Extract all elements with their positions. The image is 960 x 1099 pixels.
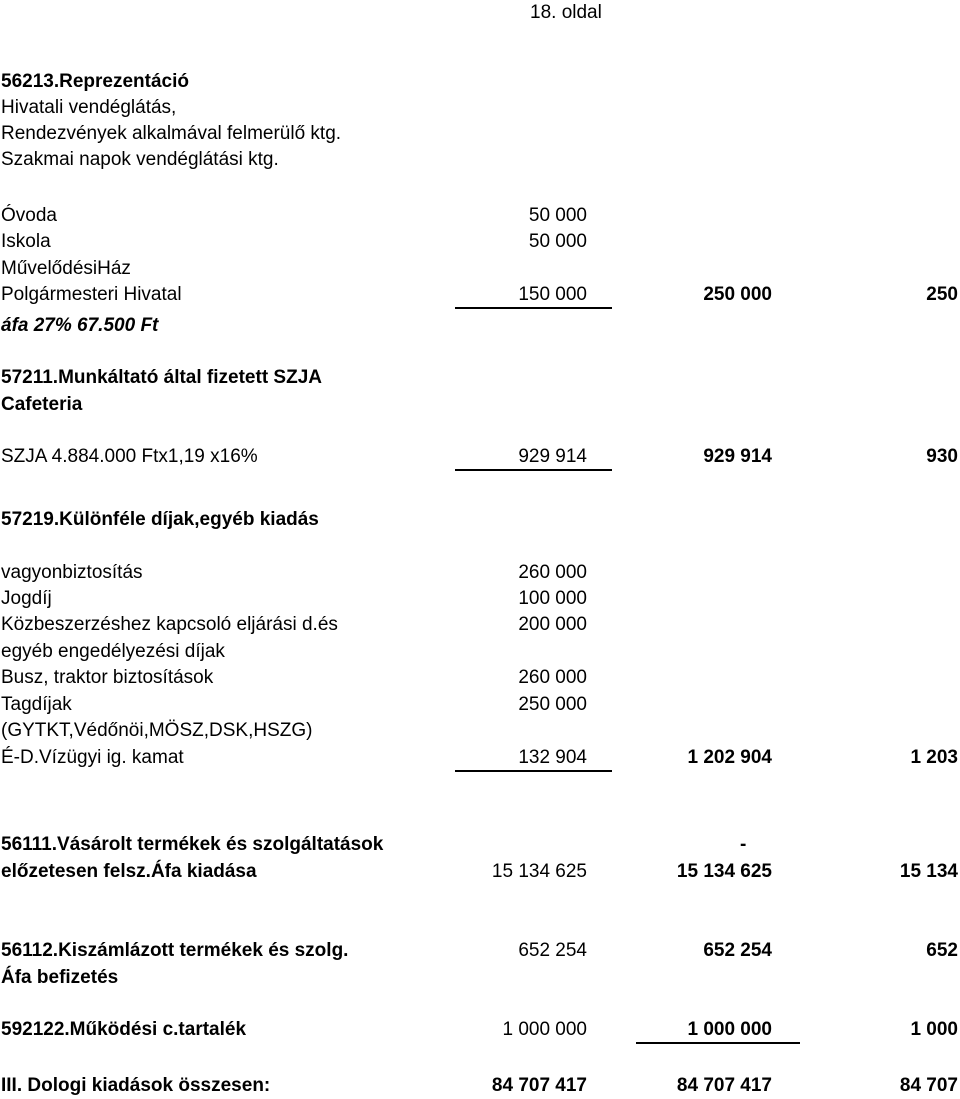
summary-amount: 84 707 417 [491, 1075, 587, 1096]
section-total-2: 1 000 [910, 1019, 958, 1040]
section-total-2: 15 134 [899, 861, 958, 882]
row-label: Jogdíj [1, 588, 52, 609]
row-amount: 929 914 [518, 446, 587, 467]
section-heading-57211: 57211.Munkáltató által fizetett SZJA [1, 367, 322, 388]
section-total: 250 000 [703, 284, 772, 305]
row-amount: 1 000 000 [502, 1019, 587, 1040]
section-heading-592122: 592122.Működési c.tartalék [1, 1019, 247, 1040]
vat-note: áfa 27% 67.500 Ft [1, 315, 159, 336]
section-total: 15 134 625 [676, 861, 772, 882]
section-total: 1 202 904 [687, 747, 772, 768]
row-amount: 50 000 [528, 205, 587, 226]
section-total: 652 254 [703, 940, 772, 961]
row-amount: 200 000 [518, 614, 587, 635]
row-amount: 150 000 [518, 284, 587, 305]
section-heading-56213: 56213.Reprezentáció [1, 71, 189, 92]
row-label: Busz, traktor biztosítások [1, 667, 214, 688]
section-total-2: 250 [926, 284, 958, 305]
section-heading-56112: 56112.Kiszámlázott termékek és szolg. [1, 940, 349, 961]
row-label: egyéb engedélyezési díjak [1, 641, 225, 662]
row-amount: 50 000 [528, 231, 587, 252]
underline [455, 770, 612, 772]
section-subheading: Cafeteria [1, 394, 83, 415]
row-label: Iskola [1, 231, 51, 252]
row-label: SZJA 4.884.000 Ftx1,19 x16% [1, 446, 258, 467]
section-total-2: 652 [926, 940, 958, 961]
row-label: Tagdíjak [1, 694, 72, 715]
row-amount: 132 904 [518, 747, 587, 768]
row-label: (GYTKT,Védőnöi,MÖSZ,DSK,HSZG) [1, 720, 313, 741]
row-label: Polgármesteri Hivatal [1, 284, 182, 305]
underline [455, 469, 612, 471]
row-label: Óvoda [1, 205, 57, 226]
summary-total-2: 84 707 [899, 1075, 958, 1096]
page-number: 18. oldal [530, 2, 602, 23]
row-amount: 652 254 [518, 940, 587, 961]
summary-label: III. Dologi kiadások összesen: [1, 1075, 271, 1096]
dash-marker: - [740, 834, 747, 855]
row-amount: 15 134 625 [491, 861, 587, 882]
underline [636, 1042, 800, 1044]
row-amount: 100 000 [518, 588, 587, 609]
section-total-2: 930 [926, 446, 958, 467]
row-amount: 250 000 [518, 694, 587, 715]
section-heading-line2: előzetesen felsz.Áfa kiadása [1, 861, 257, 882]
section-heading-56111: 56111.Vásárolt termékek és szolgáltatások [1, 834, 384, 855]
section-heading-line2: Áfa befizetés [1, 967, 119, 988]
section-total-2: 1 203 [910, 747, 958, 768]
section-heading-57219: 57219.Különféle díjak,egyéb kiadás [1, 509, 319, 530]
row-amount: 260 000 [518, 562, 587, 583]
section-desc-line: Hivatali vendéglátás, [1, 97, 177, 118]
row-label: É-D.Vízügyi ig. kamat [1, 747, 184, 768]
underline [455, 307, 612, 309]
section-total: 929 914 [703, 446, 772, 467]
summary-total: 84 707 417 [676, 1075, 772, 1096]
section-total: 1 000 000 [687, 1019, 772, 1040]
section-desc-line: Szakmai napok vendéglátási ktg. [1, 149, 279, 170]
row-label: MűvelődésiHáz [1, 258, 131, 279]
row-label: Közbeszerzéshez kapcsoló eljárási d.és [1, 614, 338, 635]
row-amount: 260 000 [518, 667, 587, 688]
section-desc-line: Rendezvények alkalmával felmerülő ktg. [1, 123, 342, 144]
row-label: vagyonbiztosítás [1, 562, 143, 583]
